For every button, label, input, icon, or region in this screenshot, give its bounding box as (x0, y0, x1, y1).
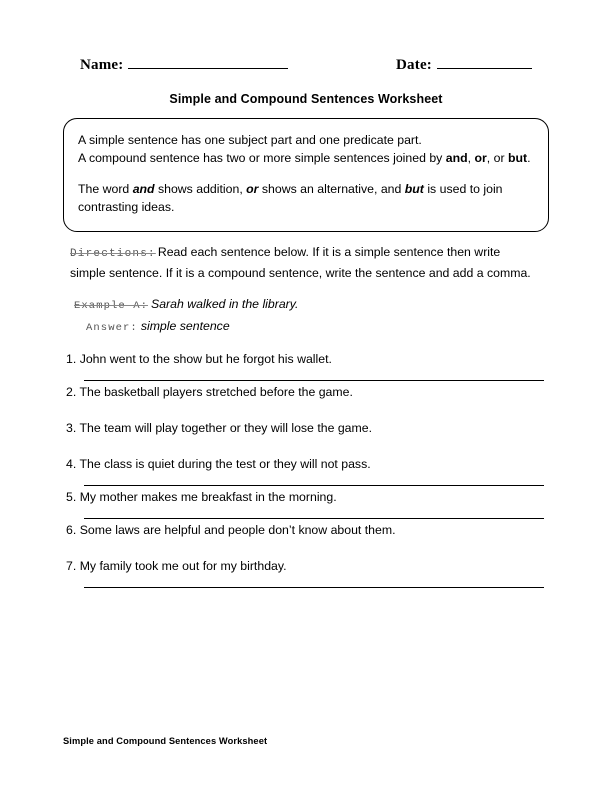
rule-3-and: and (132, 181, 155, 196)
rule-2-or: or (474, 151, 487, 166)
rule-3-mid1: shows addition, (154, 181, 247, 196)
rule-2-sep2: , or (486, 151, 508, 166)
answer-label: Answer: (86, 321, 138, 334)
list-item (66, 457, 552, 471)
directions (70, 242, 552, 284)
footer-title: Simple and Compound Sentences Worksheet (63, 736, 268, 746)
rule-2-and: and (445, 151, 468, 166)
answer-space[interactable] (60, 435, 552, 457)
question-number: 4. (66, 456, 77, 471)
rule-3-prefix: The word (78, 181, 133, 196)
directions-text: Read each sentence below. If it is a simple sentence then write simple sentence. If it is a compound sentence, write the sentence and add a comma. (70, 244, 531, 281)
rule-line-3 (78, 180, 534, 217)
header (60, 55, 552, 74)
answer-line[interactable] (84, 485, 544, 486)
question-text: My mother makes me breakfast in the morning. (79, 489, 337, 504)
example-answer: simple sentence (140, 318, 230, 333)
question-list (60, 352, 552, 588)
example-block (74, 294, 552, 338)
rule-3-mid2: shows an alternative, and (258, 181, 405, 196)
question-number: 6. (66, 522, 77, 537)
list-item (66, 385, 552, 399)
answer-line[interactable] (84, 518, 544, 519)
example-answer-row (74, 316, 552, 338)
question-text: The class is quiet during the test or they will not pass. (79, 456, 371, 471)
question-number: 5. (66, 489, 77, 504)
question-number: 2. (66, 384, 77, 399)
rule-line-2 (78, 149, 534, 167)
name-blank-line[interactable] (128, 55, 288, 69)
rules-box (63, 118, 549, 232)
rule-line-1: A simple sentence has one subject part and one predicate part. (78, 133, 422, 147)
date-field (396, 55, 532, 74)
example-label: Example A: (74, 299, 149, 312)
question-text: The basketball players stretched before the game. (79, 384, 353, 399)
list-item (66, 523, 552, 537)
rule-2-sep1: , (467, 151, 475, 166)
question-text: Some laws are helpful and people don’t know about them. (79, 522, 396, 537)
answer-line[interactable] (84, 380, 544, 381)
list-item (66, 559, 552, 573)
answer-space[interactable] (60, 399, 552, 421)
example-sentence-row (74, 294, 552, 316)
question-text: My family took me out for my birthday. (79, 558, 287, 573)
question-text: The team will play together or they will lose the game. (79, 420, 373, 435)
rule-2-but: but (507, 151, 528, 166)
example-sentence: Sarah walked in the library. (151, 296, 299, 311)
rule-3-or: or (246, 181, 259, 196)
name-label: Name: (80, 57, 124, 73)
date-blank-line[interactable] (437, 55, 532, 69)
answer-line[interactable] (84, 587, 544, 588)
question-text: John went to the show but he forgot his wallet. (79, 351, 332, 366)
question-number: 1. (66, 351, 77, 366)
list-item (66, 490, 552, 504)
name-field (80, 55, 288, 74)
question-number: 3. (66, 420, 77, 435)
rule-2-prefix: A compound sentence has two or more simple sentences joined by (78, 151, 446, 166)
rule-2-end: . (527, 151, 531, 166)
answer-space[interactable] (60, 537, 552, 559)
rule-3-end: is used to join contrasting ideas. (78, 181, 503, 215)
list-item (66, 421, 552, 435)
directions-label: Directions: (70, 247, 156, 260)
rule-3-but: but (404, 181, 424, 196)
question-number: 7. (66, 558, 77, 573)
list-item (66, 352, 552, 366)
page-title: Simple and Compound Sentences Worksheet (169, 92, 443, 106)
date-label: Date: (396, 57, 432, 73)
